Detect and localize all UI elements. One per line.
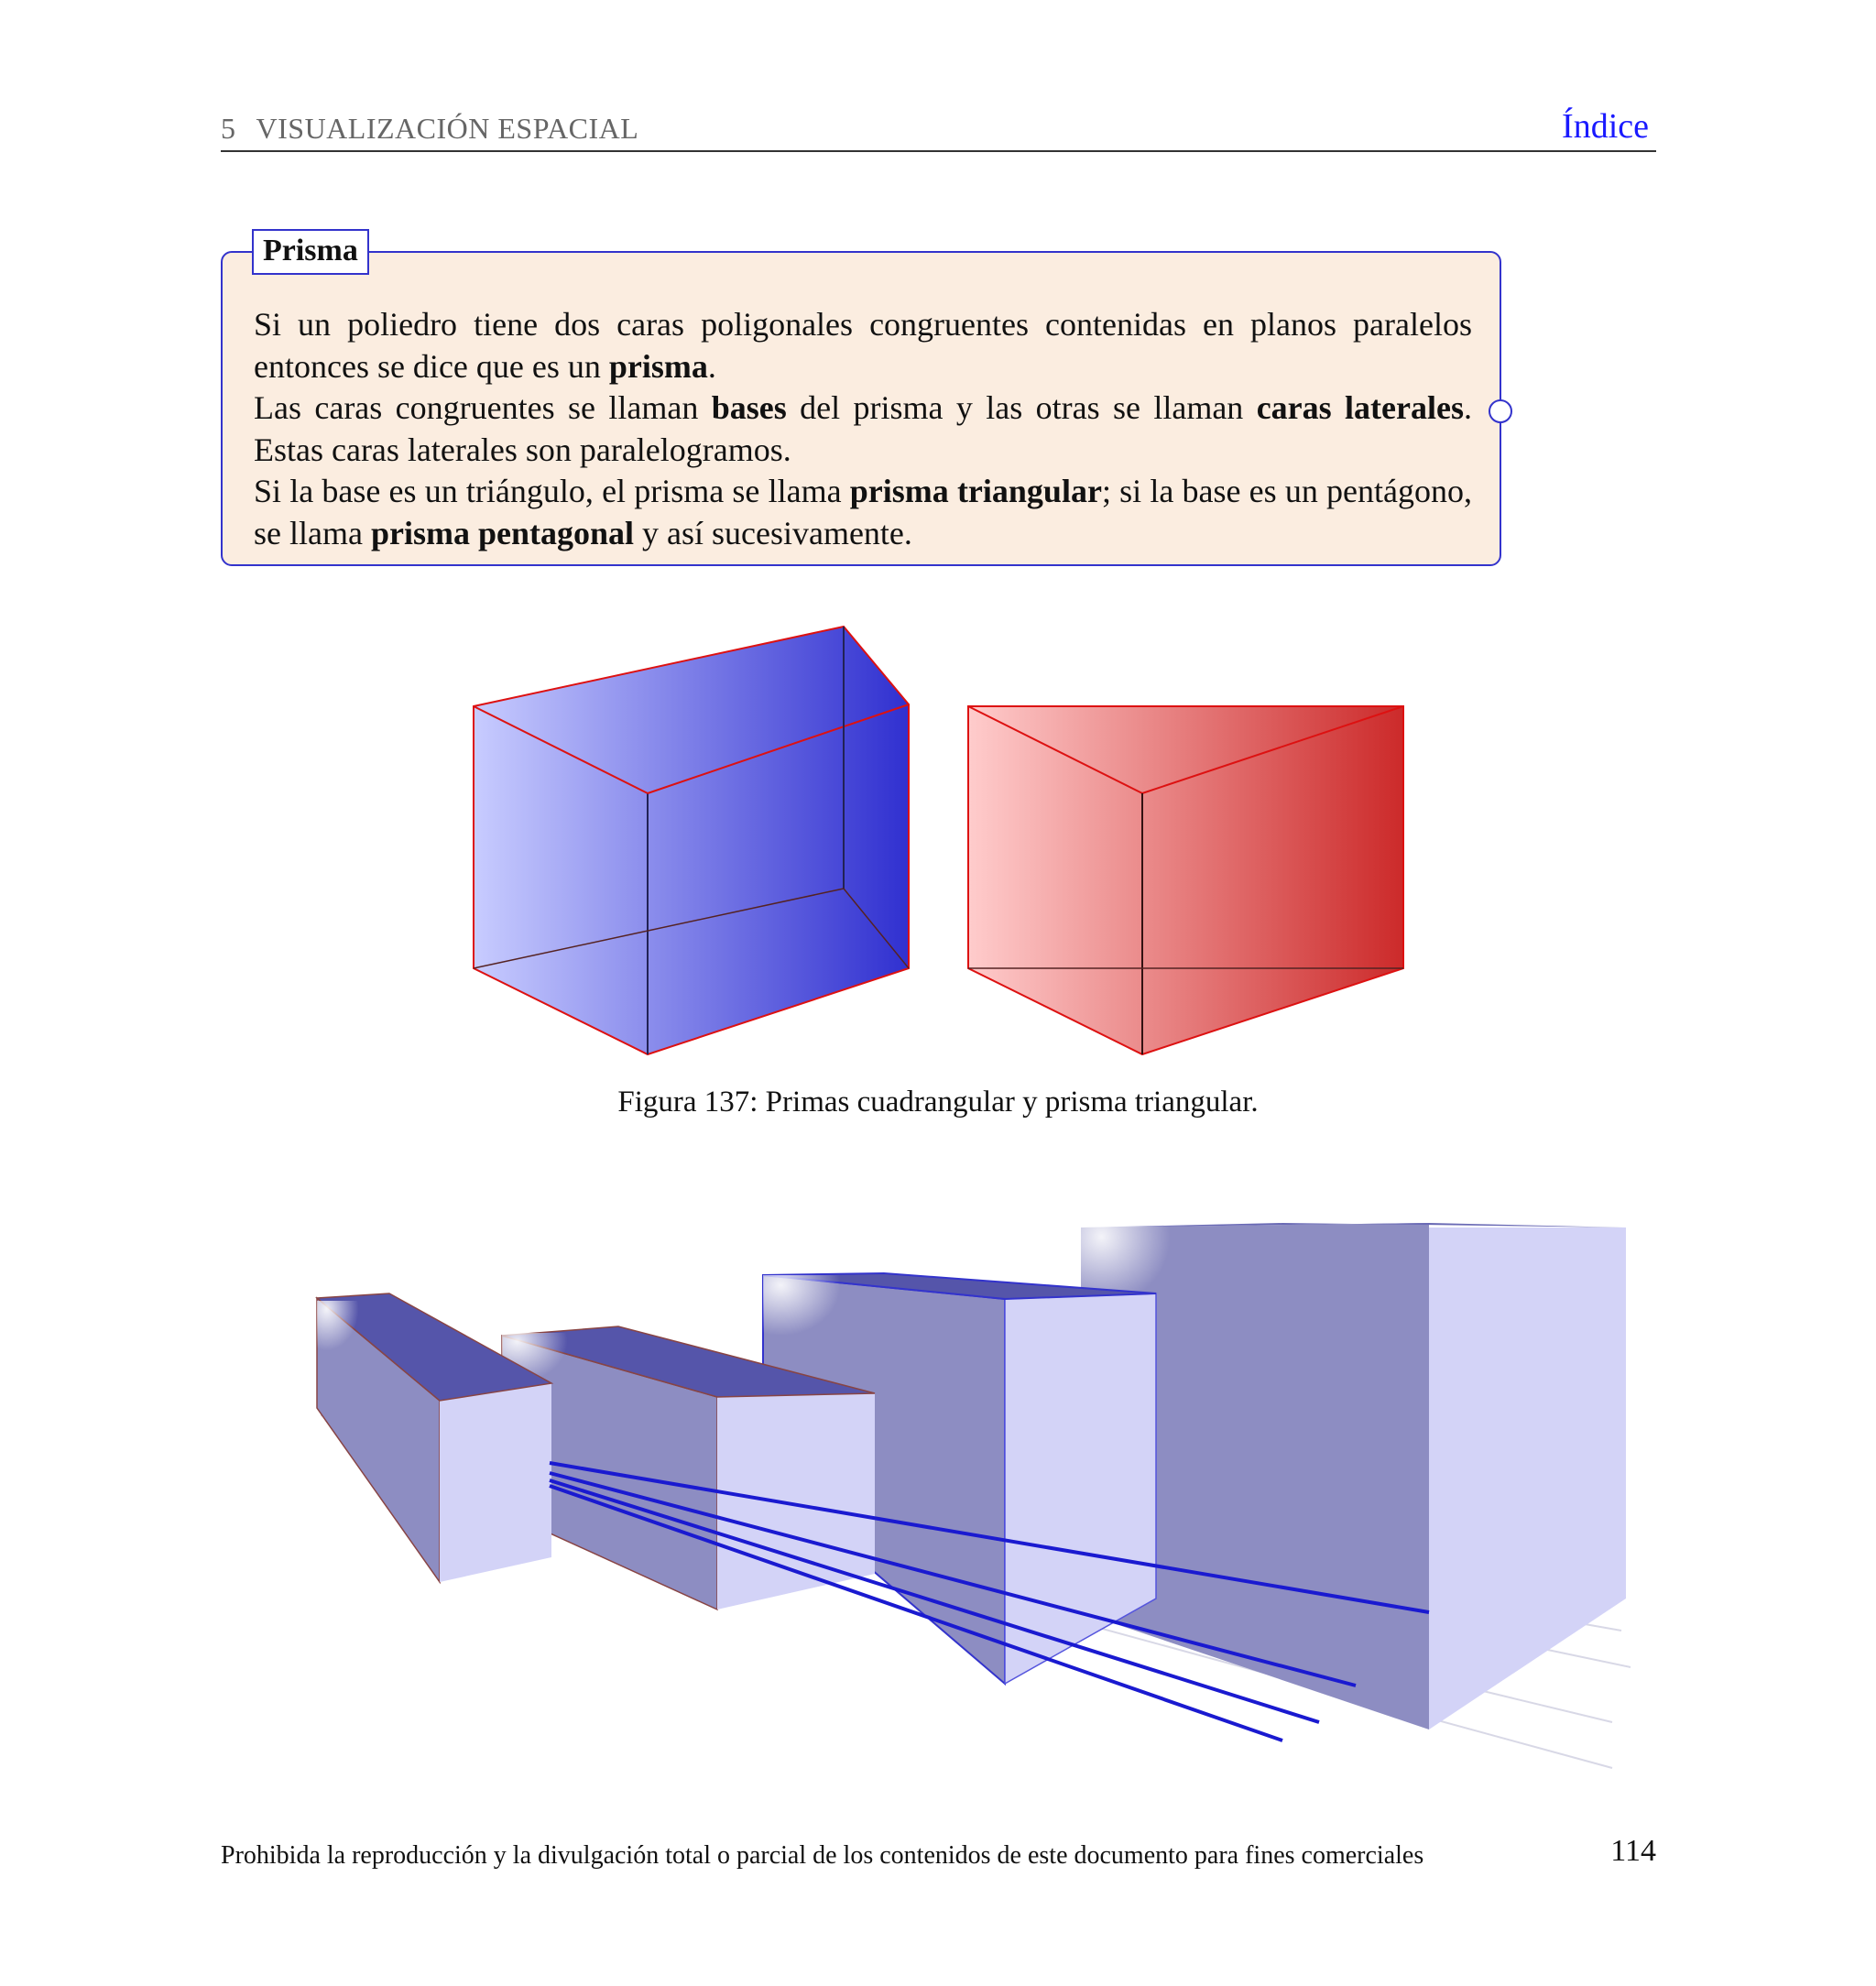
definition-paragraph-1 [254,304,1472,387]
text-run: ; si la base es un pentágono, se llama [254,473,1472,551]
page-number: 114 [1610,1834,1656,1868]
term-prisma-triangular: prisma triangular [849,473,1102,509]
figure-prisms [0,614,1876,1072]
term-caras-laterales: caras laterales [1256,389,1464,426]
triangular-prism [968,706,1403,1054]
chapter-title: VISUALIZACIÓN ESPACIAL [256,112,639,145]
footer-notice: Prohibida la reproducción y la divulgación total o parcial de los contenidos de este documento para fines comerciales [221,1841,1424,1870]
term-prisma: prisma [608,347,708,385]
page-header [221,103,1656,152]
figure-caption: Figura 137: Primas cuadrangular y prisma triangular. [617,1086,1259,1118]
definition-box [221,234,1501,566]
definition-paragraph-3 [254,471,1472,554]
text-run: . [707,347,716,385]
quadrangular-prism [474,627,909,1054]
term-bases: bases [711,389,787,426]
text-run: . Estas caras laterales son paralelogramos. [254,389,1472,468]
term-prisma-pentagonal: prisma pentagonal [370,514,634,551]
text-run: Si un poliedro tiene dos caras poligonales congruentes contenidas en planos paralelos entonces se dice que es un [254,306,1472,385]
index-link[interactable]: Índice [1562,107,1649,146]
box-handle-icon [1489,399,1512,423]
text-run: Si la base es un triángulo, el prisma se llama [254,473,850,509]
definition-text [254,304,1472,554]
figure-perspective-boxes [0,1191,1876,1795]
large-box [1081,1223,1626,1730]
chapter-number: 5 [221,112,236,145]
text-run: Las caras congruentes se llaman [254,389,712,426]
text-run: y así sucesivamente. [634,514,912,551]
text-run: del prisma y las otras se llaman [786,389,1257,426]
definition-title: Prisma [252,229,369,275]
chapter-heading [221,112,638,146]
definition-paragraph-2 [254,387,1472,471]
